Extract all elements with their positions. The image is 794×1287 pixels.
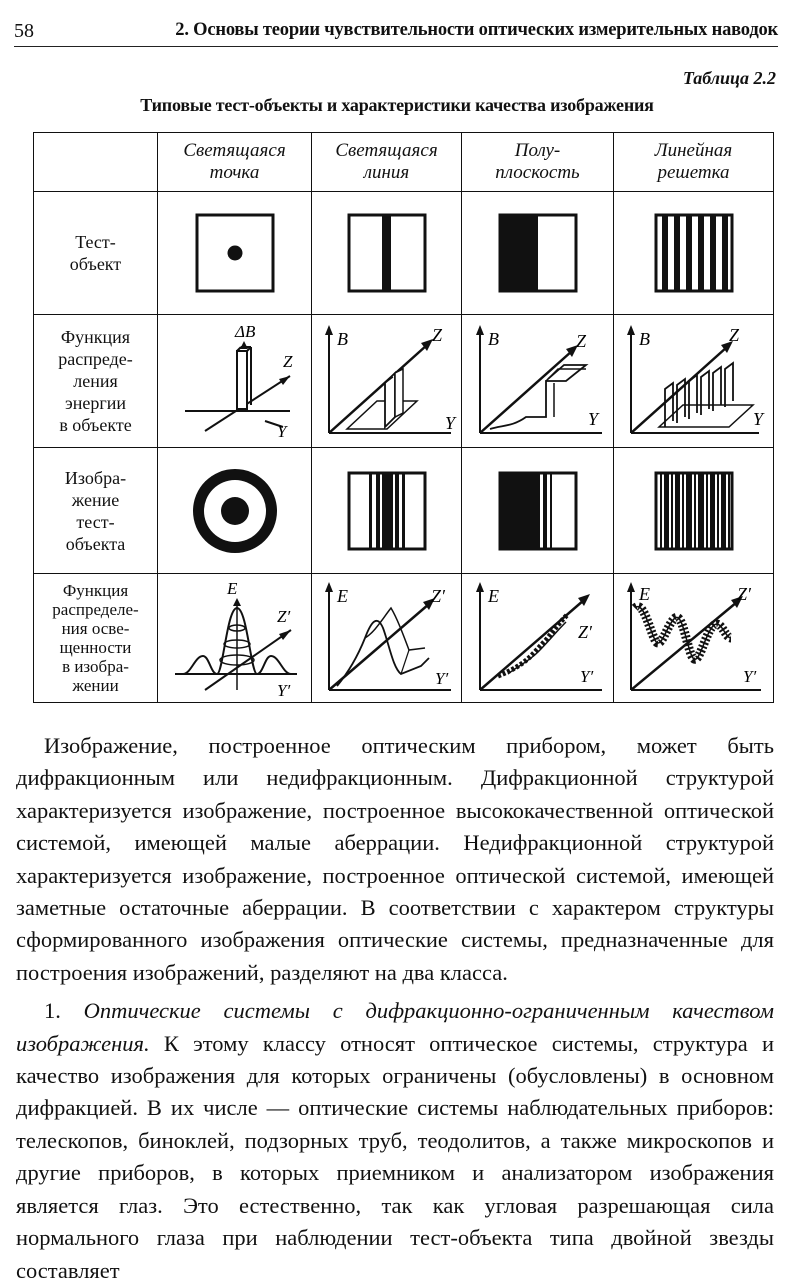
half-plane-illumination-graph [468, 578, 608, 698]
row-test-object [34, 192, 774, 315]
cell-half-plane-image [462, 448, 614, 574]
running-head: 2. Основы теории чувствительности оптических измерительных наводок [175, 20, 778, 40]
cell-line-image [312, 448, 462, 574]
row-test-object-image [34, 448, 774, 574]
col-header-grating [614, 133, 774, 192]
axis-label: Y′ [434, 669, 448, 688]
point-object-figure [195, 213, 275, 293]
axis-label: E [638, 584, 650, 604]
cell-half-plane-object [462, 192, 614, 315]
col-header-line: Полу- [514, 140, 561, 161]
row-label-line: распределе- [52, 600, 139, 619]
col-header-half-plane [462, 133, 614, 192]
line-illumination-graph [317, 578, 457, 698]
table-title: Типовые тест-объекты и характеристики качества изображения [140, 95, 654, 115]
line-image-figure [347, 471, 427, 551]
grating-illumination-graph [619, 578, 769, 698]
col-header-line-source [312, 133, 462, 192]
axis-label: ΔB [234, 322, 255, 341]
axis-label: Z′ [736, 584, 751, 604]
axis-label: B [336, 329, 348, 349]
page-header [14, 18, 778, 47]
row-label-line: жение [71, 489, 120, 510]
row-label-test-object-image [34, 448, 158, 574]
col-header-line: точка [209, 162, 260, 183]
axis-label: Y [444, 413, 455, 433]
table-label: Таблица 2.2 [682, 68, 776, 88]
row-label-line: в изобра- [62, 657, 129, 676]
axis-label: Z′ [577, 622, 592, 642]
row-label-line: Тест- [75, 232, 116, 252]
row-label-line: Функция [62, 581, 129, 600]
row-label-line: ления [73, 371, 118, 391]
col-header-line: Светящаяся [335, 140, 438, 161]
grating-energy-graph [619, 321, 769, 441]
axis-label: B [487, 329, 499, 349]
cell-half-plane-illumination [462, 574, 614, 703]
axis-label: Y′ [742, 667, 756, 686]
row-label-line: тест- [76, 511, 115, 532]
axis-label: Y′ [276, 681, 290, 698]
half-plane-image-figure [498, 471, 578, 551]
list-item-text: К этому классу относят оптическое системы, структура и качество изображения для которых ограничены (обусловлены) в основном дифракцией. В их числе — оптические системы наблюдательных приборов: телескопов, биноклей, подзорных труб, теодолитов, а также микроскопов и другие приборов, в которых приемником и анализатором изображения является глаз. Это естественно, так как угловая разрешающая сила нормального глаза при наблюдении тест-объекта типа двойной звезды составляет [16, 1030, 774, 1283]
line-object-figure [347, 213, 427, 293]
col-header-line: Линейная [654, 140, 733, 161]
line-energy-graph [317, 321, 457, 441]
row-label-line: щенности [59, 638, 132, 657]
col-header-line: линия [363, 162, 410, 183]
axis-label: Y′ [579, 667, 593, 686]
row-label-line: в объекте [59, 415, 132, 435]
cell-point-illumination [158, 574, 312, 703]
cell-line-illumination [312, 574, 462, 703]
col-header-point [158, 133, 312, 192]
row-label-line: ния осве- [61, 619, 130, 638]
row-label-illumination-distribution [34, 574, 158, 703]
axis-label: E [487, 586, 499, 606]
col-header-line: Светящаяся [183, 140, 286, 161]
cell-point-energy [158, 315, 312, 448]
cell-grating-energy [614, 315, 774, 448]
cell-point-object [158, 192, 312, 315]
axis-label: Z [728, 325, 739, 345]
row-label-line: энергии [65, 393, 126, 413]
paragraph [16, 995, 774, 1287]
axis-label: E [226, 579, 237, 598]
list-item-title: Оптические системы с дифракционно-ограниченным качеством изображения. [16, 998, 775, 1056]
col-header-line: плоскость [495, 162, 580, 183]
row-label-line: объект [69, 254, 122, 274]
body-text [16, 730, 774, 1287]
cell-grating-object [614, 192, 774, 315]
page-number: 58 [14, 20, 34, 42]
cell-grating-image [614, 448, 774, 574]
row-label-line: распреде- [58, 349, 133, 369]
cell-point-image [158, 448, 312, 574]
point-illumination-graph [165, 578, 305, 698]
row-illumination-distribution [34, 574, 774, 703]
row-label-line: Изобра- [64, 467, 127, 488]
list-number: 1. [44, 998, 61, 1024]
cell-grating-illumination [614, 574, 774, 703]
col-header-line: решетка [657, 162, 730, 183]
axis-label: Y [587, 409, 598, 429]
row-label-test-object [34, 192, 158, 315]
half-plane-energy-graph [468, 321, 608, 441]
grating-image-figure [654, 471, 734, 551]
test-objects-table [33, 132, 774, 703]
airy-disk-figure [185, 461, 285, 561]
axis-label: B [638, 329, 650, 349]
axis-label: Z′ [430, 586, 445, 606]
axis-label: Z [575, 331, 586, 351]
row-energy-distribution [34, 315, 774, 448]
half-plane-object-figure [498, 213, 578, 293]
cell-line-object [312, 192, 462, 315]
table-header-row [34, 133, 774, 192]
row-label-line: объекта [65, 533, 126, 554]
axis-label: Y [752, 409, 763, 429]
axis-label: Z [431, 325, 442, 345]
grating-object-figure [654, 213, 734, 293]
paragraph: Изображение, построенное оптическим прибором, может быть дифракционным или недифракционным. Дифракционной структурой характеризуется изображение, построенное высококачественной оптической системой, имеющей малые аберрации. Недифракционной структурой характеризуется изображение, построенное оптической системой, имеющей заметные остаточные аберрации. В соответствии с характером структуры сформированного изображения оптические системы, предназначенные для построения изображений, разделяют на два класса. [16, 733, 774, 985]
cell-line-energy [312, 315, 462, 448]
row-label-line: жении [72, 676, 119, 695]
axis-label: E [336, 586, 348, 606]
cell-half-plane-energy [462, 315, 614, 448]
axis-label: Y [276, 422, 286, 441]
point-energy-graph [165, 321, 305, 441]
row-label-energy-distribution [34, 315, 158, 448]
corner-cell [34, 133, 158, 192]
axis-label: Z′ [276, 607, 290, 626]
row-label-line: Функция [60, 327, 131, 347]
axis-label: Z [282, 352, 292, 371]
